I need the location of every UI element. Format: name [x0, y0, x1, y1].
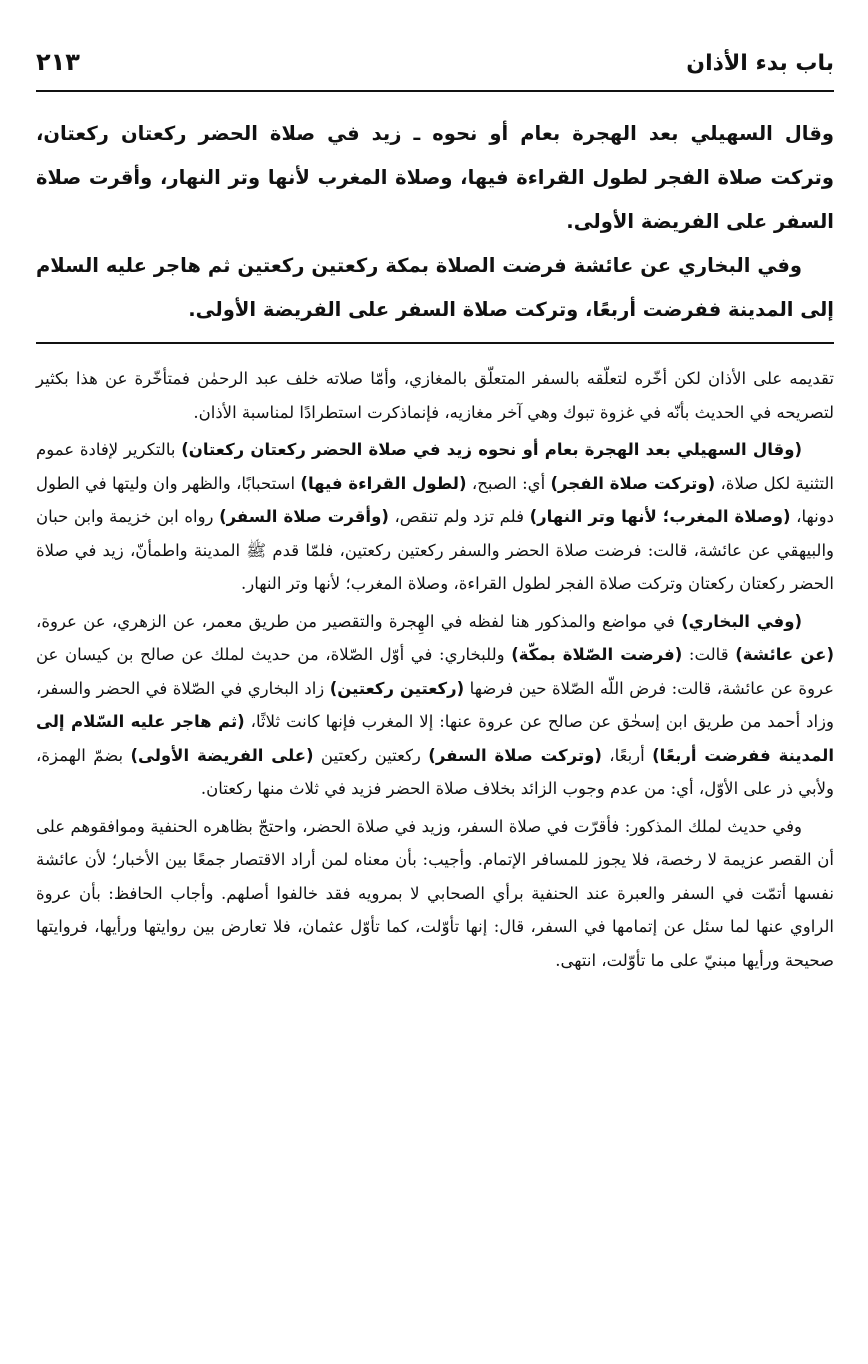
quoted-phrase: (لطول القراءة فيها)	[300, 473, 467, 493]
page-header	[36, 48, 834, 88]
commentary-text: ركعتين ركعتين	[313, 745, 429, 765]
commentary-text: أي: الصبح،	[466, 473, 551, 493]
main-paragraph: وفي البخاري عن عائشة فرضت الصلاة بمكة ركعتين ركعتين ثم هاجر عليه السلام إلى المدينة ففرضت أربعًا، وتركت صلاة السفر على الفريضة الأولى.	[36, 254, 834, 321]
commentary-paragraph	[36, 433, 834, 601]
header-divider	[36, 90, 834, 92]
quoted-phrase: (ثم هاجر عليه السّلام إلى المدينة ففرضت أربعًا)	[36, 712, 834, 765]
commentary-text: استحبابًا، والظهر وان وليتها في الطول دونها،	[36, 473, 835, 526]
running-title: باب بدء الأذان	[686, 51, 834, 76]
commentary	[36, 362, 834, 977]
commentary-paragraph: وفي حديث لملك المذكور: فأقرّت في صلاة السفر، وزيد في صلاة الحضر، واحتجّ بظاهره الحنفية وموافقوهم على أن القصر عزيمة لا رخصة، فلا يجوز للمسافر الإتمام. وأجيب: بأن معناه لمن أراد الاقتصار جمعًا بين الأخبار؛ لأن عائشة نفسها أتمّت في السفر والعبرة عند الحنفية برأي الصحابي لا بمرويه فقد خالفوا أصلهم. وأجاب الحافظ: بأن عروة الراوي عنها لما سئل عن إتمامها في السفر، قال: إنها تأوّلت، كما تأوّل عثمان، فلا تعارض بين روايتها ورأيها، فروايتها صحيحة ورأيها مبنيّ على ما تأوّلت، انتهى.	[36, 816, 834, 970]
section-divider	[36, 342, 834, 344]
quoted-phrase: (وتركت صلاة الفجر)	[550, 473, 716, 493]
commentary-paragraph	[36, 605, 834, 806]
commentary-text: أربعًا،	[601, 745, 653, 765]
quoted-phrase: (وأقرت صلاة السفر)	[219, 507, 389, 526]
quoted-phrase: (ركعتين ركعتين)	[329, 678, 465, 698]
book-page	[36, 48, 834, 977]
page-number: ٢١٣	[36, 48, 80, 76]
commentary-text: بالتكرير لإفادة عموم التثنية لكل صلاة،	[36, 440, 834, 493]
commentary-text: فلم تزد ولم تنقص،	[388, 507, 530, 526]
quoted-phrase: (وفي البخاري)	[681, 611, 802, 631]
commentary-text: رواه ابن خزيمة وابن حبان والبيهقي عن عائشة، قالت: فرضت صلاة الحضر والسفر ركعتين ركعتين، فلمّا قدم ﷺ المدينة واطمأنّ، زيد في صلاة الحضر ركعتان ركعتان وتركت صلاة الفجر لطول القراءة، وصلاة المغرب؛ لأنها وتر النهار.	[36, 507, 834, 593]
main-text	[36, 112, 834, 332]
commentary-text: في مواضع والمذكور هنا لفظه في الهِجرة والتقصير من طريق معمر، عن الزهري، عن عروة،	[36, 611, 682, 631]
quoted-phrase: (فرضت الصّلاة بمكّة)	[511, 645, 683, 664]
commentary-text: بضمّ الهمزة، ولأبي ذر على الأوّل، أي: من عدم وجوب الزائد بخلاف صلاة الحضر فزيد في ثلاث منها ركعتان.	[36, 745, 834, 798]
commentary-text: قالت:	[682, 645, 736, 664]
commentary-paragraph: تقديمه على الأذان لكن أخّره لتعلّقه بالسفر المتعلّق بالمغازي، وأمّا صلاته خلف عبد الرحمٰن فمتأخّرة عن هذا بكثير لتصريحه في الحديث بأنّه في غزوة تبوك وهي آخر مغازيه، فإنماذكرت استطرادًا لمناسبة الأذان.	[36, 369, 834, 422]
quoted-phrase: (عن عائشة)	[735, 645, 834, 664]
quoted-phrase: (وصلاة المغرب؛ لأنها وتر النهار)	[529, 507, 791, 526]
quoted-phrase: (على الفريضة الأولى)	[130, 745, 314, 765]
quoted-phrase: (وقال السهيلي بعد الهجرة بعام أو نحوه زيد في صلاة الحضر ركعتان ركعتان)	[181, 440, 802, 459]
main-paragraph: وقال السهيلي بعد الهجرة بعام أو نحوه ـ زيد في صلاة الحضر ركعتان ركعتان، وتركت صلاة الفجر لطول القراءة فيها، وصلاة المغرب لأنها وتر النهار، وأقرت صلاة السفر على الفريضة الأولى.	[36, 122, 834, 233]
commentary-text: وللبخاري: في أوّل الصّلاة، من حديث لملك عن صالح بن كيسان عن عروة عن عائشة، قالت: فرض اللّه الصّلاة حين فرضها	[36, 645, 834, 698]
commentary-text: زاد البخاري في الصّلاة في الحضر والسفر، وزاد أحمد من طريق ابن إسحٰق عن صالح عن عروة عنها: إلا المغرب فإنها كانت ثلاثًا،	[36, 678, 834, 731]
quoted-phrase: (وتركت صلاة السفر)	[428, 745, 602, 765]
